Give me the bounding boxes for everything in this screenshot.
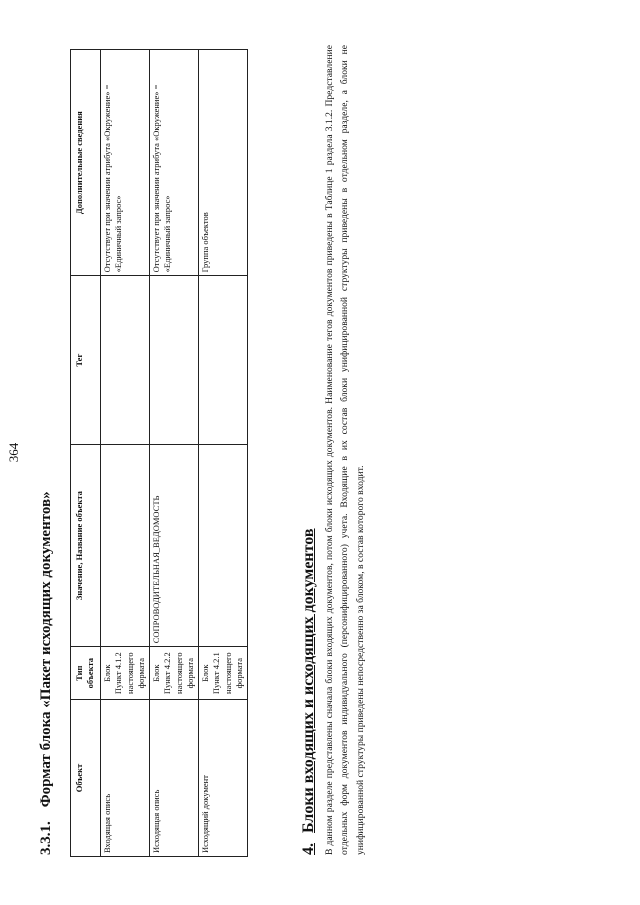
chapter-title: Блоки входящих и исходящих документов (300, 528, 317, 833)
type-line: Пункт 4.1.2 (113, 652, 124, 695)
cell-type (149, 647, 198, 700)
cell-tag (198, 276, 247, 445)
header-value: Значение, Название объекта (71, 444, 101, 646)
cell-info: Группа объектов (198, 50, 247, 276)
section-heading (38, 491, 55, 855)
type-line: Блок (199, 664, 210, 682)
type-line: формата (185, 658, 196, 689)
table-row (149, 50, 198, 857)
type-line: Пункт 4.2.2 (162, 652, 173, 695)
cell-value (198, 444, 247, 646)
cell-info: Отсутствует при значении атрибута «Окружение» = «Единичный запрос» (100, 50, 149, 276)
format-table (70, 49, 248, 857)
cell-info: Отсутствует при значении атрибута «Окружение» = «Единичный запрос» (149, 50, 198, 276)
section-number: 3.3.1. (38, 821, 54, 855)
table-header-row (71, 50, 101, 857)
cell-object: Входящая опись (100, 700, 149, 857)
cell-object: Исходящий документ (198, 700, 247, 857)
type-line: настоящего (173, 652, 184, 694)
type-line: формата (234, 658, 245, 689)
type-line: Пункт 4.2.1 (211, 652, 222, 695)
table-row (198, 50, 247, 857)
cell-type (100, 647, 149, 700)
header-type: Тип объекта (71, 647, 101, 700)
page-number: 364 (6, 442, 21, 463)
cell-tag (100, 276, 149, 445)
chapter-number: 4. (300, 843, 317, 855)
body-paragraph: В данном разделе представлены сначала блоки входящих документов, потом блоки исходящих документов. Наименование тегов документов приведены в Таблице 1 раздела 3.1.2. Представление отдельных форм документов индивидуального (персонифицированного) учета. Входящие в их состав блоки унифицированной структуры приведены в отдельном разделе, а блоки не унифицированной структуры приведены непосредственно за блоком, в состав которого входит. (324, 45, 366, 855)
cell-tag (149, 276, 198, 445)
chapter-heading (300, 528, 318, 855)
cell-object: Исходящая опись (149, 700, 198, 857)
header-info: Дополнительные сведения (71, 50, 101, 276)
type-line: настоящего (124, 652, 135, 694)
table-row (100, 50, 149, 857)
cell-type (198, 647, 247, 700)
header-tag: Тег (71, 276, 101, 445)
cell-value: СОПРОВОДИТЕЛЬНАЯ_ВЕДОМОСТЬ (149, 444, 198, 646)
cell-value (100, 444, 149, 646)
type-line: формата (136, 658, 147, 689)
type-line: Блок (150, 664, 161, 682)
header-object: Объект (71, 700, 101, 857)
type-line: Блок (101, 664, 112, 682)
type-line: настоящего (222, 652, 233, 694)
section-title: Формат блока «Пакет исходящих документов» (38, 491, 54, 808)
